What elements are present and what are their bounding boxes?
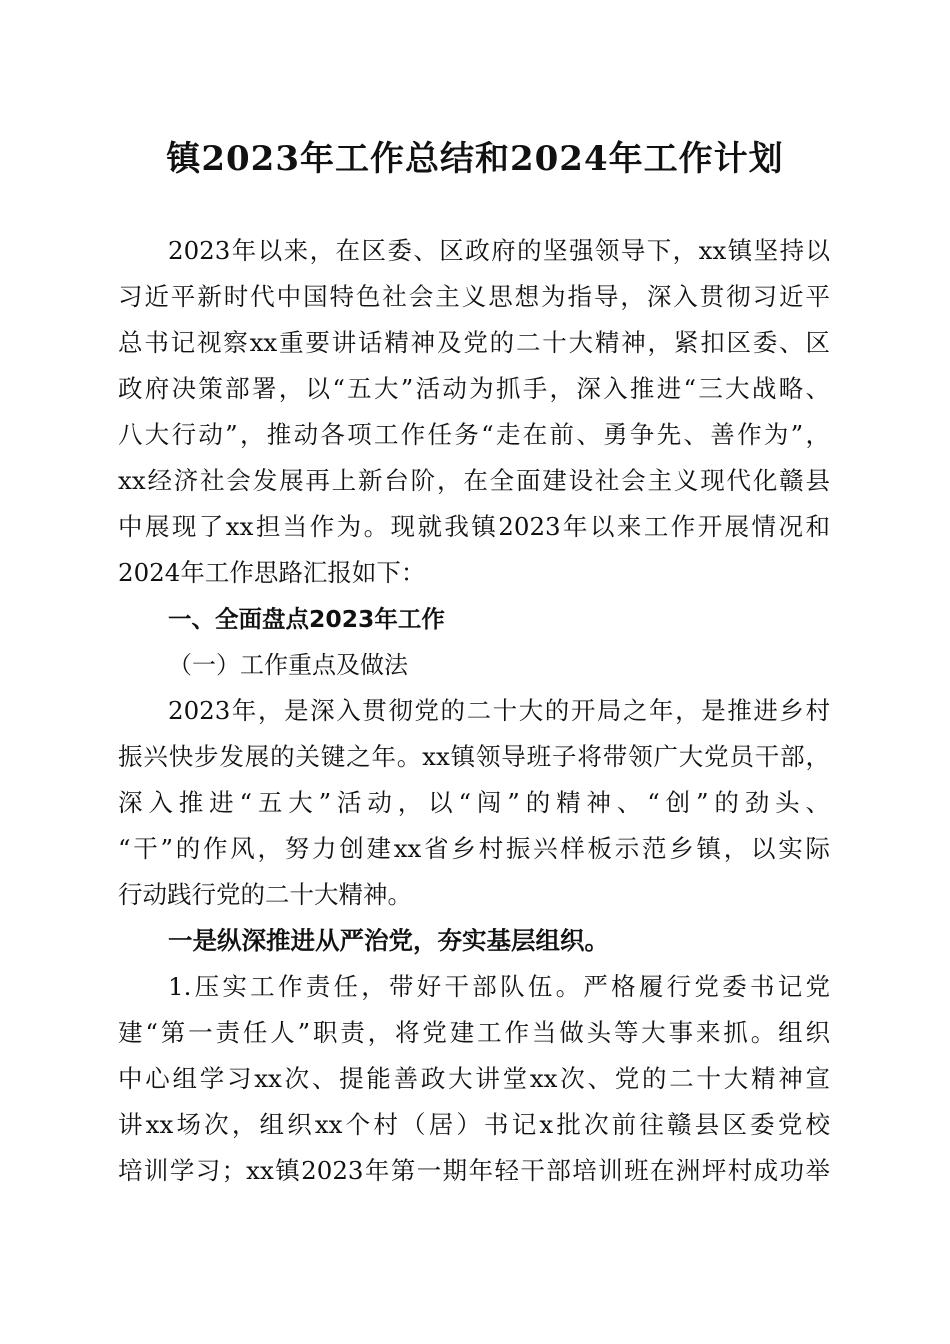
subsection-heading: （一）工作重点及做法	[168, 651, 408, 679]
paragraph-line: xx经济社会发展再上新台阶，在全面建设社会主义现代化赣县	[118, 466, 830, 495]
document-title: 镇2023年工作总结和2024年工作计划	[166, 139, 784, 179]
paragraph-line: 2023年，是深入贯彻党的二十大的开局之年，是推进乡村	[168, 696, 830, 725]
paragraph-line: “干”的作风，努力创建xx省乡村振兴样板示范乡镇，以实际	[118, 834, 830, 863]
paragraph-line: 八大行动”，推动各项工作任务“走在前、勇争先、善作为”，	[118, 420, 830, 449]
paragraph-line: 振兴快步发展的关键之年。xx镇领导班子将带领广大党员干部，	[118, 742, 830, 771]
paragraph-line: 2024年工作思路汇报如下：	[118, 558, 426, 587]
paragraph-line: 1.压实工作责任，带好干部队伍。严格履行党委书记党	[168, 972, 830, 1001]
section-heading: 一、全面盘点2023年工作	[168, 605, 445, 633]
document-body	[118, 228, 830, 1194]
paragraph-line: 培训学习；xx镇2023年第一期年轻干部培训班在洲坪村成功举	[118, 1156, 830, 1185]
paragraph-line: 总书记视察xx重要讲话精神及党的二十大精神，紧扣区委、区	[118, 328, 830, 357]
paragraph-line: 建“第一责任人”职责，将党建工作当做头等大事来抓。组织	[118, 1018, 830, 1047]
paragraph-line: 讲xx场次，组织xx个村（居）书记x批次前往赣县区委党校	[118, 1110, 830, 1139]
bold-point-heading: 一是纵深推进从严治党，夯实基层组织。	[168, 926, 609, 955]
paragraph-line: 政府决策部署，以“五大”活动为抓手，深入推进“三大战略、	[118, 374, 830, 403]
paragraph-line: 深入推进“五大”活动，以“闯”的精神、“创”的劲头、	[118, 788, 830, 817]
paragraph-line: 行动践行党的二十大精神。	[118, 880, 412, 909]
paragraph-line: 中心组学习xx次、提能善政大讲堂xx次、党的二十大精神宣	[118, 1064, 830, 1093]
paragraph-line: 2023年以来，在区委、区政府的坚强领导下，xx镇坚持以	[168, 236, 830, 265]
paragraph-line: 中展现了xx担当作为。现就我镇2023年以来工作开展情况和	[118, 512, 830, 541]
paragraph-line: 习近平新时代中国特色社会主义思想为指导，深入贯彻习近平	[118, 282, 830, 311]
